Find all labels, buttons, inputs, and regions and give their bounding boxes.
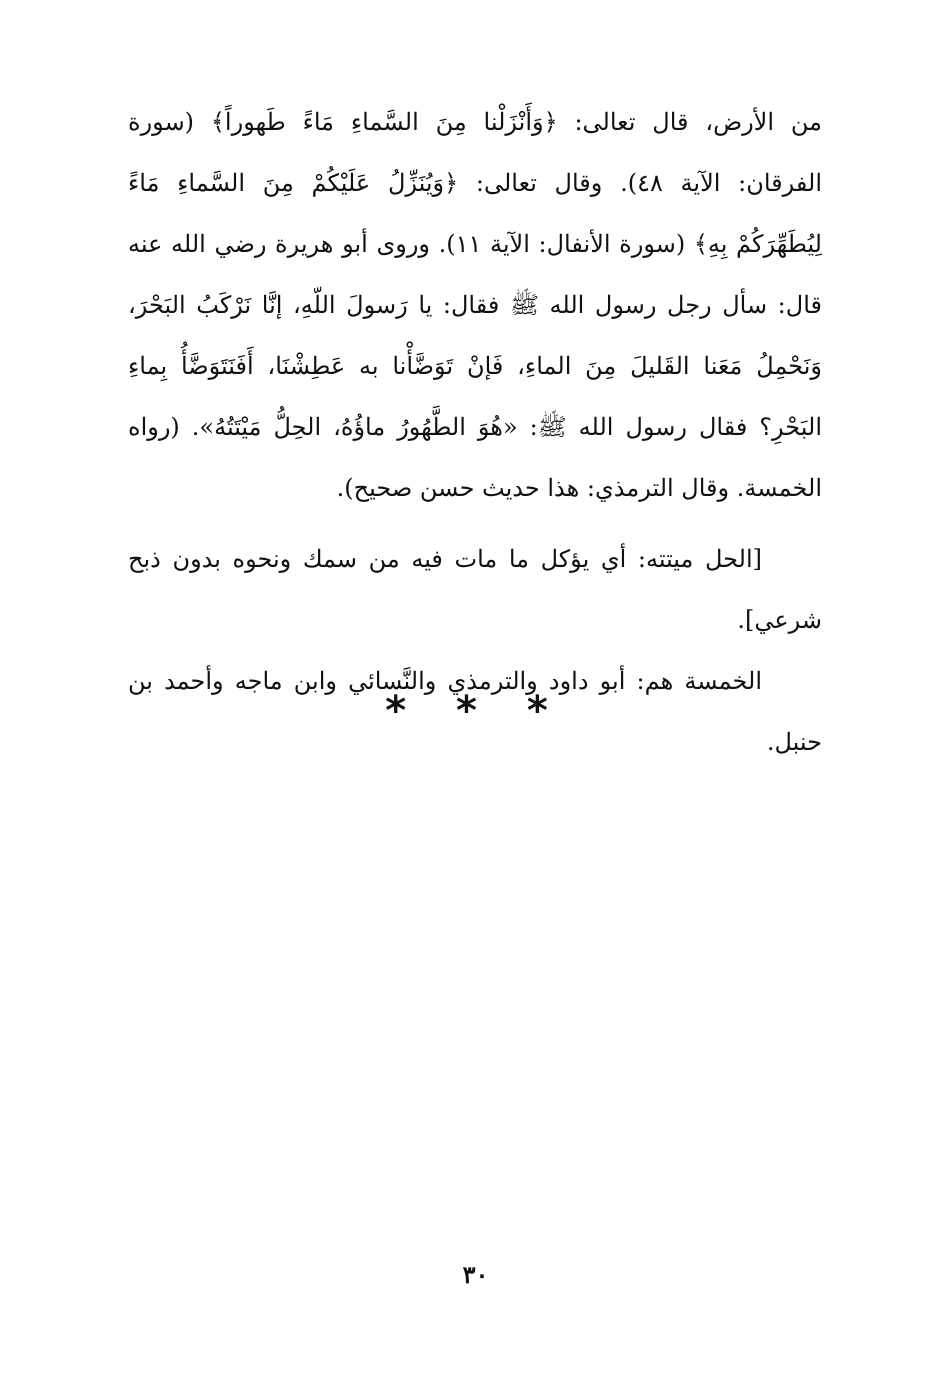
page-number: ٣٠ bbox=[462, 1260, 489, 1289]
section-separator: * * * bbox=[385, 688, 566, 734]
footnote-paragraph: [الحل ميتته: أي يؤكل ما مات فيه من سمك ونحوه بدون ذبح شرعي]. bbox=[128, 545, 822, 634]
definition-paragraph: الخمسة هم: أبو داود والترمذي والنَّسائي وابن ماجه وأحمد بن حنبل. bbox=[128, 667, 822, 756]
main-paragraph: من الأرض، قال تعالى: ﴿وَأَنْزَلْنا مِنَ السَّماءِ مَاءً طَهوراً﴾ (سورة الفرقان: الآية ٤٨). وقال تعالى: ﴿وَيُنَزِّلُ عَلَيْكُمْ مِنَ السَّماءِ مَاءً لِيُطَهِّرَكُمْ بِهِ﴾ (سورة الأنفال: الآية ١١). وروى أبو هريرة رضي الله عنه قال: سأل رجل رسول الله ﷺ فقال: يا رَسولَ اللّهِ، إنَّا نَرْكَبُ البَحْرَ، وَنَحْمِلُ مَعَنا القَليلَ مِنَ الماءِ، فَإنْ تَوَضَّأْنا به عَطِشْنَا، أَفَنَتَوَضَّأُ بِماءِ البَحْرِ؟ فقال رسول الله ﷺ: «هُوَ الطَّهُورُ ماؤُهُ، الحِلُّ مَيْتَتُهُ». (رواه الخمسة. وقال الترمذي: هذا حديث حسن صحيح). bbox=[128, 108, 822, 502]
page-body bbox=[128, 92, 822, 773]
